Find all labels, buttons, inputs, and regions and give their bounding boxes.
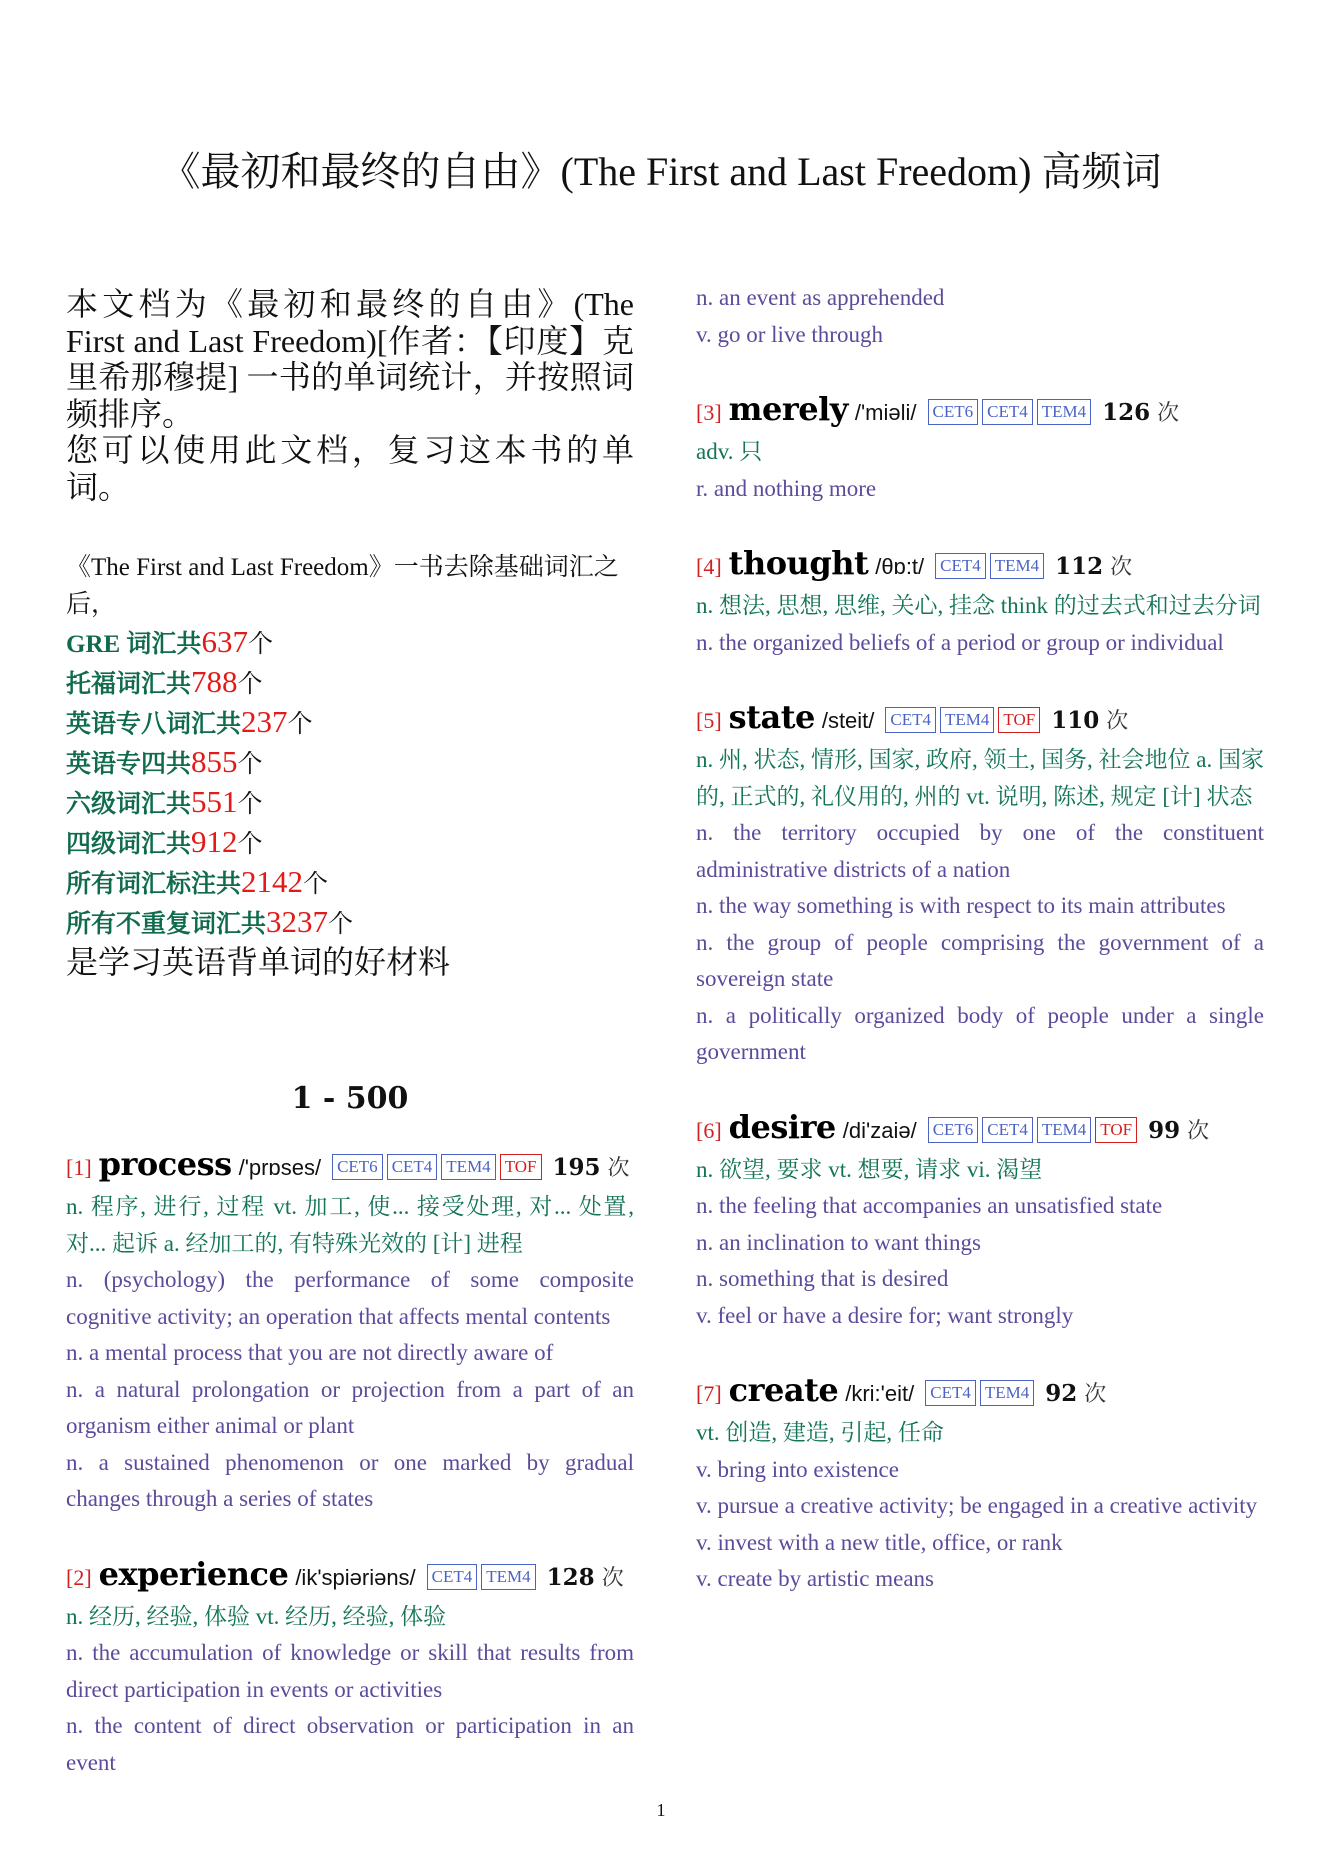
entry-phonetic: /'miəli/	[854, 400, 917, 425]
chinese-definition: vt. 创造, 建造, 引起, 任命	[696, 1420, 944, 1445]
stats-closing: 是学习英语背单词的好材料	[66, 944, 451, 980]
stat-row-all-tagged	[66, 863, 634, 903]
count-unit: 次	[607, 1155, 630, 1180]
tag-badge: CET6	[928, 399, 979, 425]
english-definition: n. something that is desired	[696, 1266, 949, 1291]
tag-badge: CET4	[387, 1154, 438, 1180]
count-unit: 次	[1084, 1381, 1107, 1406]
stat-unit: 个	[237, 791, 263, 818]
stat-label: 四级词汇共	[66, 831, 192, 858]
stat-row-tem8	[66, 703, 634, 743]
count-unit: 次	[601, 1564, 624, 1590]
count-unit: 次	[1187, 1117, 1210, 1143]
word-entry	[696, 1370, 1264, 1598]
stat-value: 912	[191, 824, 238, 859]
entry-word: create	[728, 1371, 839, 1409]
count-unit: 次	[1106, 708, 1129, 733]
entry-word: thought	[728, 544, 869, 582]
stat-unit: 个	[247, 631, 273, 658]
word-entry	[696, 543, 1264, 661]
stat-row-cet6	[66, 783, 634, 823]
tag-badge: CET4	[982, 399, 1033, 425]
stat-label: 托福词汇共	[66, 671, 192, 698]
english-definition: n. a sustained phenomenon or one marked by gradual changes through a series of states	[66, 1449, 634, 1511]
tag-badge: CET4	[925, 1380, 976, 1406]
tag-badge: TEM4	[481, 1564, 535, 1590]
entry-header	[696, 697, 1264, 742]
entry-count: 112	[1055, 553, 1104, 580]
english-definition: n. the accumulation of knowledge or skill that results from direct participation in events or activities	[66, 1640, 634, 1702]
tag-badge: TOF	[998, 707, 1040, 733]
entry-phonetic: /steit/	[821, 708, 875, 733]
tag-badge: TEM4	[441, 1154, 495, 1180]
tag-badge: TEM4	[990, 553, 1044, 579]
word-entry	[66, 1554, 634, 1782]
left-column	[66, 280, 634, 1817]
stat-row-gre	[66, 623, 634, 663]
entry-count: 195	[552, 1154, 601, 1181]
entry-word: state	[728, 698, 815, 736]
entry-index: [3]	[696, 400, 722, 425]
english-definition: n. an inclination to want things	[696, 1229, 981, 1255]
stat-label: 所有不重复词汇共	[66, 911, 267, 938]
english-definition: n. a natural prolongation or projection from a part of an organism either animal or plant	[66, 1376, 634, 1438]
section-heading: 1 - 500	[291, 1081, 409, 1116]
word-entry	[696, 1107, 1264, 1335]
word-entry	[696, 697, 1264, 1071]
tag-badge: CET4	[982, 1117, 1033, 1143]
stat-unit: 个	[328, 911, 354, 938]
stat-unit: 个	[237, 671, 263, 698]
chinese-definition: n. 欲望, 要求 vt. 想要, 请求 vi. 渴望	[696, 1156, 1043, 1182]
entry-header	[696, 1107, 1264, 1152]
english-definition: n. the organized beliefs of a period or group or individual	[696, 629, 1224, 655]
tag-badge: CET4	[885, 707, 936, 733]
tag-badge: CET4	[935, 553, 986, 579]
english-definition: n. the feeling that accompanies an unsatisfied state	[696, 1193, 1163, 1218]
stat-unit: 个	[287, 711, 313, 738]
stat-label: 所有词汇标注共	[66, 871, 242, 898]
stat-label: 英语专四共	[66, 751, 192, 778]
english-definition: n. the content of direct observation or participation in an event	[66, 1713, 634, 1775]
stat-row-cet4	[66, 823, 634, 863]
count-unit: 次	[1157, 400, 1180, 425]
page-number: 1	[656, 1800, 666, 1820]
entry-count: 128	[546, 1563, 595, 1591]
entry-word: experience	[98, 1554, 289, 1593]
tag-badge: CET6	[332, 1154, 383, 1180]
stat-unit: 个	[237, 751, 263, 778]
stats-lead: 《The First and Last Freedom》一书去除基础词汇之后，	[66, 554, 619, 618]
count-unit: 次	[1110, 554, 1133, 579]
entry-count: 92	[1045, 1380, 1078, 1407]
tag-badge: TEM4	[1037, 1117, 1091, 1143]
entry-header	[696, 1370, 1264, 1415]
entry-header	[66, 1144, 634, 1189]
stat-value: 788	[191, 664, 238, 699]
entry-count: 126	[1102, 399, 1151, 426]
entry-count: 110	[1051, 707, 1100, 734]
english-definition: n. a mental process that you are not directly aware of	[66, 1340, 554, 1365]
entry-index: [7]	[696, 1381, 722, 1406]
english-definition: n. the territory occupied by one of the constituent administrative districts of a nation	[696, 820, 1264, 882]
english-definition: n. an event as apprehended	[696, 285, 945, 310]
english-definition: n. the group of people comprising the government of a sovereign state	[696, 929, 1264, 991]
right-column	[696, 280, 1264, 1634]
intro-paragraph-1: 本文档为《最初和最终的自由》(The First and Last Freedom)[作者：【印度】克里希那穆提] 一书的单词统计，并按照词频排序。	[66, 286, 634, 432]
entry-index: [6]	[696, 1117, 722, 1143]
vocabulary-stats	[66, 549, 634, 981]
chinese-definition: n. 州, 状态, 情形, 国家, 政府, 领土, 国务, 社会地位 a. 国家的, 正式的, 礼仪用的, 州的 vt. 说明, 陈述, 规定 [计] 状态	[696, 747, 1264, 809]
stat-row-toefl	[66, 663, 634, 703]
chinese-definition: n. 经历, 经验, 体验 vt. 经历, 经验, 体验	[66, 1603, 447, 1629]
english-definition: v. create by artistic means	[696, 1566, 934, 1591]
chinese-definition: n. 程序, 进行, 过程 vt. 加工, 使... 接受处理, 对... 处置, 对... 起诉 a. 经加工的, 有特殊光效的 [计] 进程	[66, 1194, 634, 1256]
english-definition: v. pursue a creative activity; be engaged in a creative activity	[696, 1493, 1258, 1518]
english-definition: r. and nothing more	[696, 475, 877, 501]
entry-header	[66, 1554, 634, 1599]
english-definition: n. the way something is with respect to its main attributes	[696, 893, 1226, 918]
tag-badge: TOF	[500, 1154, 542, 1180]
entry-word: merely	[728, 390, 848, 428]
english-definition: n. a politically organized body of people under a single government	[696, 1002, 1264, 1064]
entry-index: [2]	[66, 1564, 92, 1590]
stat-label: 英语专八词汇共	[66, 711, 242, 738]
entry-header	[696, 389, 1264, 434]
tag-badge: TEM4	[1037, 399, 1091, 425]
intro-paragraph-2: 您可以使用此文档，复习这本书的单词。	[66, 432, 634, 505]
english-definition: v. feel or have a desire for; want strongly	[696, 1302, 1074, 1328]
word-entry-continued	[696, 280, 1264, 353]
english-definition: n. (psychology) the performance of some composite cognitive activity; an operation that affects mental contents	[66, 1267, 634, 1329]
entry-count: 99	[1148, 1116, 1181, 1144]
stat-value: 855	[191, 744, 238, 779]
tag-badge: TEM4	[980, 1380, 1034, 1406]
stat-value: 237	[241, 704, 288, 739]
entry-phonetic: /'prɒses/	[238, 1155, 322, 1180]
stat-label: 六级词汇共	[66, 791, 192, 818]
entry-phonetic: /θɒ:t/	[875, 554, 925, 579]
stat-unit: 个	[237, 831, 263, 858]
word-entry	[66, 1144, 634, 1518]
document-title: 《最初和最终的自由》(The First and Last Freedom) 高频词	[160, 149, 1162, 194]
stat-value: 3237	[266, 904, 329, 939]
stat-row-unique	[66, 903, 634, 943]
stat-value: 2142	[241, 864, 304, 899]
stat-value: 551	[191, 784, 238, 819]
tag-badge: CET6	[928, 1117, 979, 1143]
entry-phonetic: /di'zaiə/	[842, 1117, 917, 1143]
chinese-definition: adv. 只	[696, 439, 763, 464]
tag-badge: CET4	[427, 1564, 478, 1590]
entry-index: [1]	[66, 1155, 92, 1180]
entry-word: process	[98, 1145, 232, 1183]
english-definition: v. bring into existence	[696, 1456, 899, 1482]
entry-word: desire	[728, 1107, 836, 1146]
chinese-definition: n. 想法, 思想, 思维, 关心, 挂念 think 的过去式和过去分词	[696, 593, 1261, 618]
entry-index: [4]	[696, 554, 722, 579]
tag-badge: TOF	[1095, 1117, 1137, 1143]
entry-phonetic: /kri:'eit/	[845, 1381, 915, 1406]
entry-phonetic: /ik'spiəriəns/	[295, 1564, 416, 1590]
english-definition: v. invest with a new title, office, or rank	[696, 1529, 1063, 1555]
word-entry	[696, 389, 1264, 507]
stat-row-tem4	[66, 743, 634, 783]
stat-value: 637	[201, 624, 248, 659]
intro-block	[66, 286, 634, 505]
tag-badge: TEM4	[940, 707, 994, 733]
stat-unit: 个	[303, 871, 329, 898]
english-definition: v. go or live through	[696, 321, 883, 347]
stat-label: GRE 词汇共	[66, 631, 202, 658]
entry-header	[696, 543, 1264, 588]
entry-index: [5]	[696, 708, 722, 733]
